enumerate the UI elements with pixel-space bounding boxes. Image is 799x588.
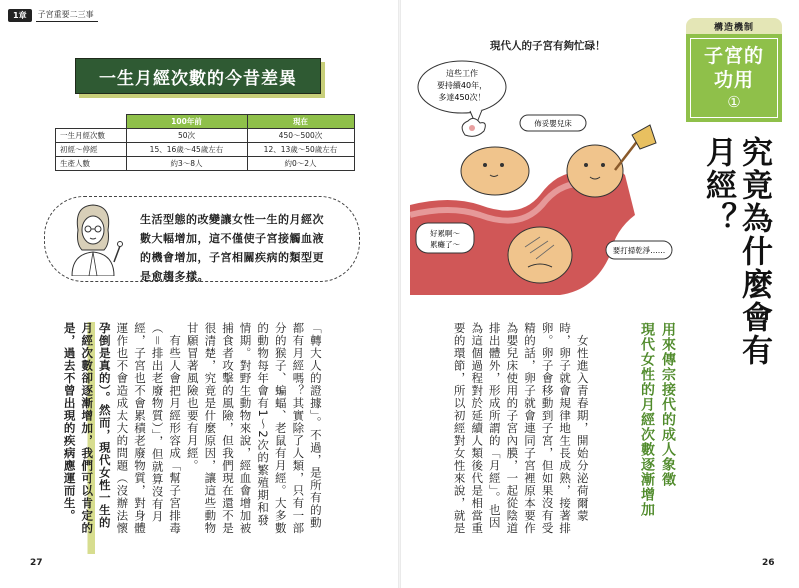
label-clean: 要打掃乾淨…… [612,246,666,255]
label-bed: 佈妥嬰兒床 [534,119,572,128]
text-column: 卵。卵子會移動到子宮，但如果沒有受 [540,322,555,535]
section-number: ① [727,93,741,111]
table-row [56,129,355,143]
title-column: 月經？ [700,136,736,235]
bubble-line: 多達450次！ [438,93,486,102]
subtitle-column: 用來傳宗接代的成人象徵 [660,322,676,487]
chapter-number: 1章 [8,9,32,22]
text-column: 捕食者攻擊的風險，但我們現在還不是 [220,322,235,535]
book-spine [398,0,401,588]
text-column: 分的猴子、蝙蝠、老鼠有月經。大多數 [273,322,288,535]
note-line: 的機會增加，子宮相關疾病的類型更 [140,251,324,264]
text-column: 精的話，卵子就會連同子宮裡原本要作 [522,322,537,535]
cell-now: 450〜500次 [247,129,354,143]
table-header-row [56,115,355,129]
cell-now: 約0〜2人 [247,157,354,171]
text-column: 是，過去不曾出現的疾病應運而生。 [62,322,77,522]
comparison-table [55,114,355,171]
text-column: 運作也不會造成太大的問題（沒辦法懷 [115,322,130,535]
uterus-illustration [410,55,675,305]
text-column: 為嬰兒床使用的子宮內膜，一起從陰道 [505,322,520,535]
table-header-past: 100年前 [126,115,247,129]
table-header-now: 現在 [247,115,354,129]
text-column: 經，子宮也不會累積老廢物質，對身體 [132,322,147,535]
row-label: 一生月經次數 [56,129,127,143]
left-body-text [60,322,324,554]
illustration-title: 現代人的子宮有夠忙碌！ [490,40,606,52]
section-line: 功用 [713,69,754,91]
label-tired: 累癱了〜 [430,240,460,249]
page-title [700,136,772,367]
right-body-text [450,322,591,554]
text-column: 甘願冒著風險也要有月經。 [185,322,200,472]
row-label: 初經〜停經 [56,143,127,157]
section-tag: 構造機制 [686,18,782,34]
text-column: 女性進入青春期，開始分泌荷爾蒙 [575,322,590,522]
note-text [140,210,355,286]
cell-past: 15、16歲〜45歲左右 [126,143,247,157]
subtitle-column: 現代女性的月經次數逐漸增加 [639,322,655,517]
page-number-right: 26 [762,558,775,568]
text-column: 時，卵子就會規律地生長成熟，接著排 [558,322,573,535]
section-line: 子宮的 [703,45,764,67]
text-column: 很清楚，究竟是什麼原因，讓這些動物 [203,322,218,535]
doctor-illustration [58,200,128,276]
bubble-line: 要持續40年， [436,81,488,90]
note-line: 數大幅增加，這不僅使子宮接觸血液 [140,232,324,245]
text-column: 孕倒是真的）。然而，現代女性一生的 [97,322,112,529]
page-number-left: 27 [30,558,43,568]
text-column: 都有月經嗎？其實除了人類，只有一部 [291,322,306,535]
text-column: 排出體外，形成所謂的「月經」。也因 [487,322,502,529]
table-heading-text: 一生月經次數的今昔差異 [75,58,321,94]
label-tired: 好累啊〜 [430,229,460,238]
text-column: （＝排出老廢物質）」，但就算沒有月 [150,322,165,523]
text-column: 情期。對野生動物來說，經血會增加被 [238,322,253,535]
text-column: 有些人會把月經形容成「幫子宮排毒 [168,322,183,535]
cell-past: 50次 [126,129,247,143]
text-column: 為這個過程對於延續人類後代是相當重 [470,322,485,535]
subtitle [636,322,678,517]
text-column: 的動物每年會有1〜2次的繁殖期和發 [256,322,271,527]
row-label: 生產人數 [56,157,127,171]
section-box [686,34,782,122]
cell-past: 約3〜8人 [126,157,247,171]
chapter-tab [8,8,98,22]
table-heading [75,58,325,98]
table-row [56,143,355,157]
text-column: 「轉大人的證據」。不過，是所有的動 [308,322,323,529]
bubble-line: 這些工作 [446,69,478,78]
title-column: 究竟為什麼會有 [736,136,772,367]
text-column-highlight: 月經次數卻逐漸增加，我們可以肯定的 [78,322,96,554]
note-line: 生活型態的改變讓女性一生的月經次 [140,213,324,226]
note-line: 是愈趨多樣。 [140,270,209,283]
table-row [56,157,355,171]
chapter-title: 子宮重要二三事 [36,9,98,22]
cell-now: 12、13歲〜50歲左右 [247,143,354,157]
table-header-blank [56,115,127,129]
text-column: 要的環節，所以初經對女性來說，就是 [452,322,467,535]
